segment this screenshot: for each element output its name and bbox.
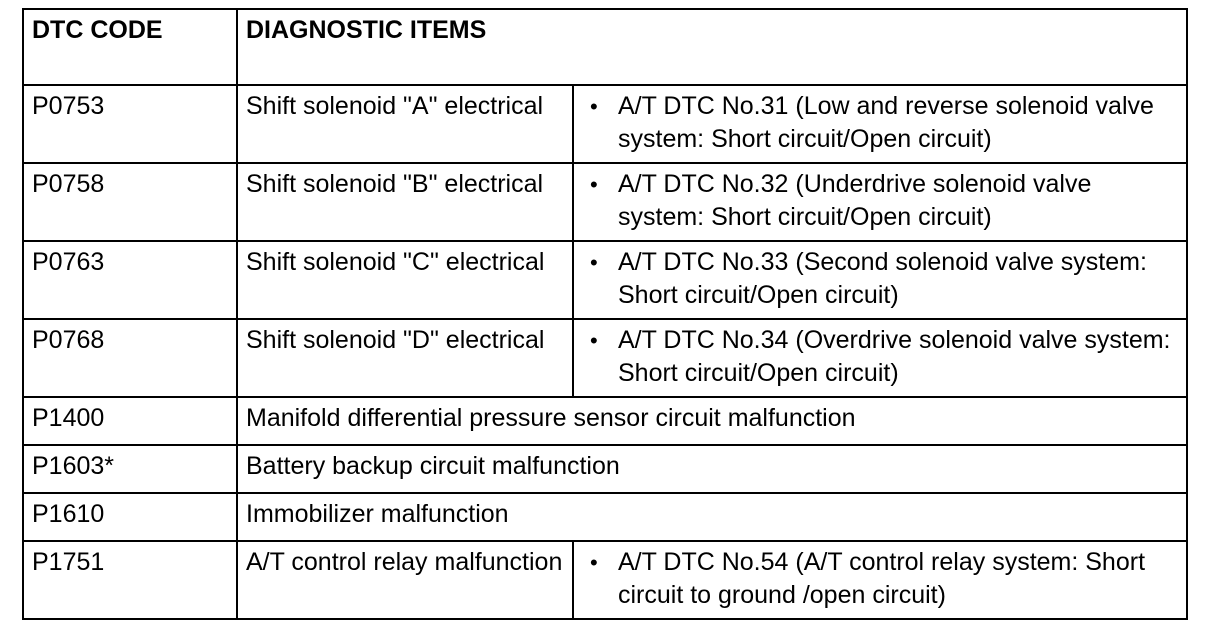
table-row (23, 85, 1187, 163)
bullet-icon: • (590, 94, 598, 119)
table-row (23, 397, 1187, 445)
table-row (23, 241, 1187, 319)
note-cell (573, 163, 1187, 241)
table-row (23, 493, 1187, 541)
dtc-code-cell: P0753 (23, 85, 237, 163)
dtc-code-cell: P0763 (23, 241, 237, 319)
table-row (23, 541, 1187, 619)
table-row (23, 445, 1187, 493)
dtc-code-cell: P1610 (23, 493, 237, 541)
bullet-icon: • (590, 550, 598, 575)
dtc-code-cell: P1751 (23, 541, 237, 619)
bullet-icon: • (590, 250, 598, 275)
diagnostic-item-cell: Manifold differential pressure sensor circuit malfunction (237, 397, 1187, 445)
note-text: A/T DTC No.54 (A/T control relay system: Short circuit to ground /open circuit) (618, 548, 1146, 609)
dtc-table (22, 8, 1188, 620)
dtc-code-cell: P0768 (23, 319, 237, 397)
bullet-icon: • (590, 328, 598, 353)
note-cell (573, 541, 1187, 619)
note-cell (573, 85, 1187, 163)
note-cell (573, 241, 1187, 319)
diagnostic-item-cell: Shift solenoid "D" electrical (237, 319, 573, 397)
diagnostic-item-cell: Shift solenoid "A" electrical (237, 85, 573, 163)
diagnostic-item-cell: A/T control relay malfunction (237, 541, 573, 619)
table-row (23, 163, 1187, 241)
dtc-code-cell: P0758 (23, 163, 237, 241)
table-header-row (23, 9, 1187, 85)
table-row (23, 319, 1187, 397)
note-text: A/T DTC No.31 (Low and reverse solenoid valve system: Short circuit/Open circuit) (618, 92, 1154, 153)
note-text: A/T DTC No.33 (Second solenoid valve system: Short circuit/Open circuit) (618, 248, 1147, 309)
note-text: A/T DTC No.32 (Underdrive solenoid valve system: Short circuit/Open circuit) (618, 170, 1092, 231)
diagnostic-item-cell: Shift solenoid "B" electrical (237, 163, 573, 241)
note-cell (573, 319, 1187, 397)
diagnostic-item-cell: Immobilizer malfunction (237, 493, 1187, 541)
dtc-code-cell: P1400 (23, 397, 237, 445)
diagnostic-item-cell: Shift solenoid "C" electrical (237, 241, 573, 319)
diagnostic-item-cell: Battery backup circuit malfunction (237, 445, 1187, 493)
dtc-code-cell: P1603* (23, 445, 237, 493)
bullet-icon: • (590, 172, 598, 197)
header-dtc-code: DTC CODE (23, 9, 237, 85)
header-diagnostic-items: DIAGNOSTIC ITEMS (237, 9, 1187, 85)
note-text: A/T DTC No.34 (Overdrive solenoid valve system: Short circuit/Open circuit) (618, 326, 1171, 387)
